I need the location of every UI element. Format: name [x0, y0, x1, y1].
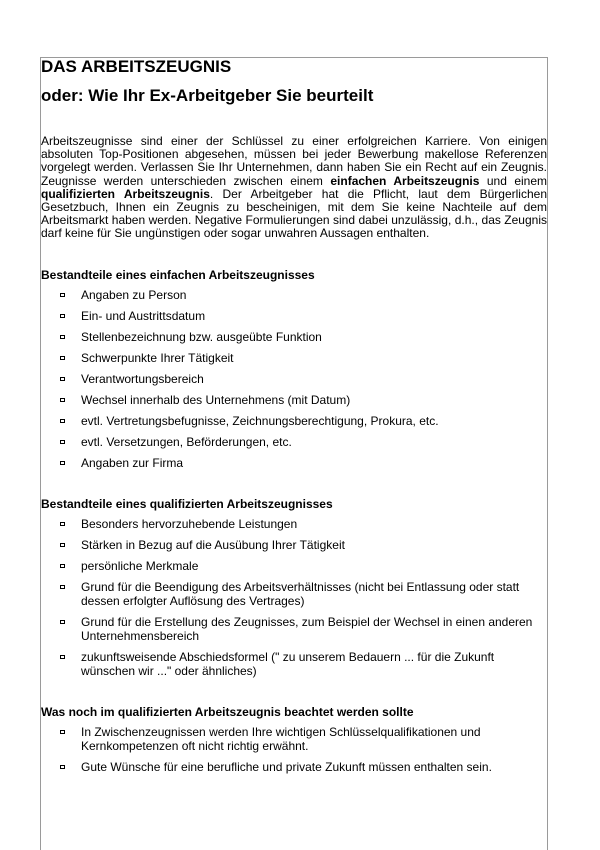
square-bullet-icon	[60, 730, 65, 734]
intro-paragraph	[41, 135, 547, 241]
section-list	[41, 517, 547, 678]
intro-text-2: und einem	[479, 173, 547, 188]
list-item	[41, 538, 547, 552]
list-item-text: Wechsel innerhalb des Unternehmens (mit Datum)	[81, 392, 351, 407]
intro-text-1: Arbeitszeugnisse sind einer der Schlüssel zu einer erfolgreichen Karriere. Von einigen absoluten Top-Positionen abgesehen, müssen bei jeder Bewerbung makellose Referenzen vorgelegt werden. Verlassen Sie Ihr Unternehmen, dann haben Sie ein Recht auf ein Zeugnis. Zeugnisse werden unterschieden zwischen einem	[41, 134, 547, 188]
square-bullet-icon	[60, 377, 65, 381]
intro-bold-2: qualifizierten Arbeitszeugnis	[41, 186, 210, 201]
list-item-text: Angaben zur Firma	[81, 455, 184, 470]
square-bullet-icon	[60, 655, 65, 659]
list-item-text: persönliche Merkmale	[81, 558, 199, 573]
square-bullet-icon	[60, 440, 65, 444]
list-item-text: Verantwortungsbereich	[81, 371, 204, 386]
intro-bold-1: einfachen Arbeitszeugnis	[330, 173, 480, 188]
list-item	[41, 288, 547, 302]
list-item	[41, 351, 547, 365]
list-item-text: evtl. Vertretungsbefugnisse, Zeichnungsberechtigung, Prokura, etc.	[81, 413, 439, 428]
list-item	[41, 580, 547, 608]
document-body	[41, 57, 547, 781]
square-bullet-icon	[60, 461, 65, 465]
list-item-text: Gute Wünsche für eine berufliche und private Zukunft müssen enthalten sein.	[81, 759, 492, 774]
document-subtitle: oder: Wie Ihr Ex-Arbeitgeber Sie beurteilt	[41, 86, 374, 105]
list-item-text: Grund für die Beendigung des Arbeitsverhältnisses (nicht bei Entlassung oder statt dessen erfolgter Auflösung des Vertrages)	[81, 579, 520, 608]
section-heading: Bestandteile eines qualifizierten Arbeitszeugnisses	[41, 496, 333, 511]
square-bullet-icon	[60, 620, 65, 624]
section-list	[41, 725, 547, 774]
square-bullet-icon	[60, 564, 65, 568]
list-item	[41, 615, 547, 643]
list-item-text: Stellenbezeichnung bzw. ausgeübte Funktion	[81, 329, 322, 344]
list-item-text: evtl. Versetzungen, Beförderungen, etc.	[81, 434, 292, 449]
square-bullet-icon	[60, 335, 65, 339]
square-bullet-icon	[60, 419, 65, 423]
list-item-text: Grund für die Erstellung des Zeugnisses, zum Beispiel der Wechsel in einen anderen Unternehmensbereich	[81, 614, 533, 643]
list-item	[41, 330, 547, 344]
list-item-text: Schwerpunkte Ihrer Tätigkeit	[81, 350, 234, 365]
list-item-text: Stärken in Bezug auf die Ausübung Ihrer Tätigkeit	[81, 537, 345, 552]
document-title: DAS ARBEITSZEUGNIS	[41, 57, 232, 76]
square-bullet-icon	[60, 765, 65, 769]
list-item-text: Ein- und Austrittsdatum	[81, 308, 206, 323]
list-item	[41, 435, 547, 449]
list-item	[41, 309, 547, 323]
square-bullet-icon	[60, 522, 65, 526]
square-bullet-icon	[60, 398, 65, 402]
list-item-text: In Zwischenzeugnissen werden Ihre wichtigen Schlüsselqualifikationen und Kernkompetenzen oft nicht richtig erwähnt.	[81, 724, 481, 753]
square-bullet-icon	[60, 293, 65, 297]
page-right-border	[547, 57, 548, 850]
section-heading: Was noch im qualifizierten Arbeitszeugnis beachtet werden sollte	[41, 704, 414, 719]
list-item	[41, 517, 547, 531]
list-item	[41, 760, 547, 774]
sections-container	[41, 268, 547, 774]
square-bullet-icon	[60, 356, 65, 360]
intro-text-3: . Der Arbeitgeber hat die Pflicht, laut dem Bürgerlichen Gesetzbuch, Ihnen ein Zeugnis zu bescheinigen, mit dem Sie keine Nachteile auf dem Arbeitsmarkt haben werden. Negative Formulierungen sind dabei unzulässig, d.h., das Zeugnis darf keine für Sie ungünstigen oder sogar unwahren Aussagen enthalten.	[41, 186, 547, 241]
list-item	[41, 456, 547, 470]
square-bullet-icon	[60, 543, 65, 547]
list-item-text: zukunftsweisende Abschiedsformel (" zu unserem Bedauern ... für die Zukunft wünschen wir ..." oder ähnliches)	[81, 649, 495, 678]
list-item	[41, 414, 547, 428]
square-bullet-icon	[60, 585, 65, 589]
list-item-text: Besonders hervorzuhebende Leistungen	[81, 516, 298, 531]
section-heading: Bestandteile eines einfachen Arbeitszeugnisses	[41, 267, 315, 282]
list-item-text: Angaben zu Person	[81, 287, 187, 302]
list-item	[41, 393, 547, 407]
list-item	[41, 559, 547, 573]
section-list	[41, 288, 547, 470]
list-item	[41, 725, 547, 753]
list-item	[41, 372, 547, 386]
square-bullet-icon	[60, 314, 65, 318]
list-item	[41, 650, 547, 678]
